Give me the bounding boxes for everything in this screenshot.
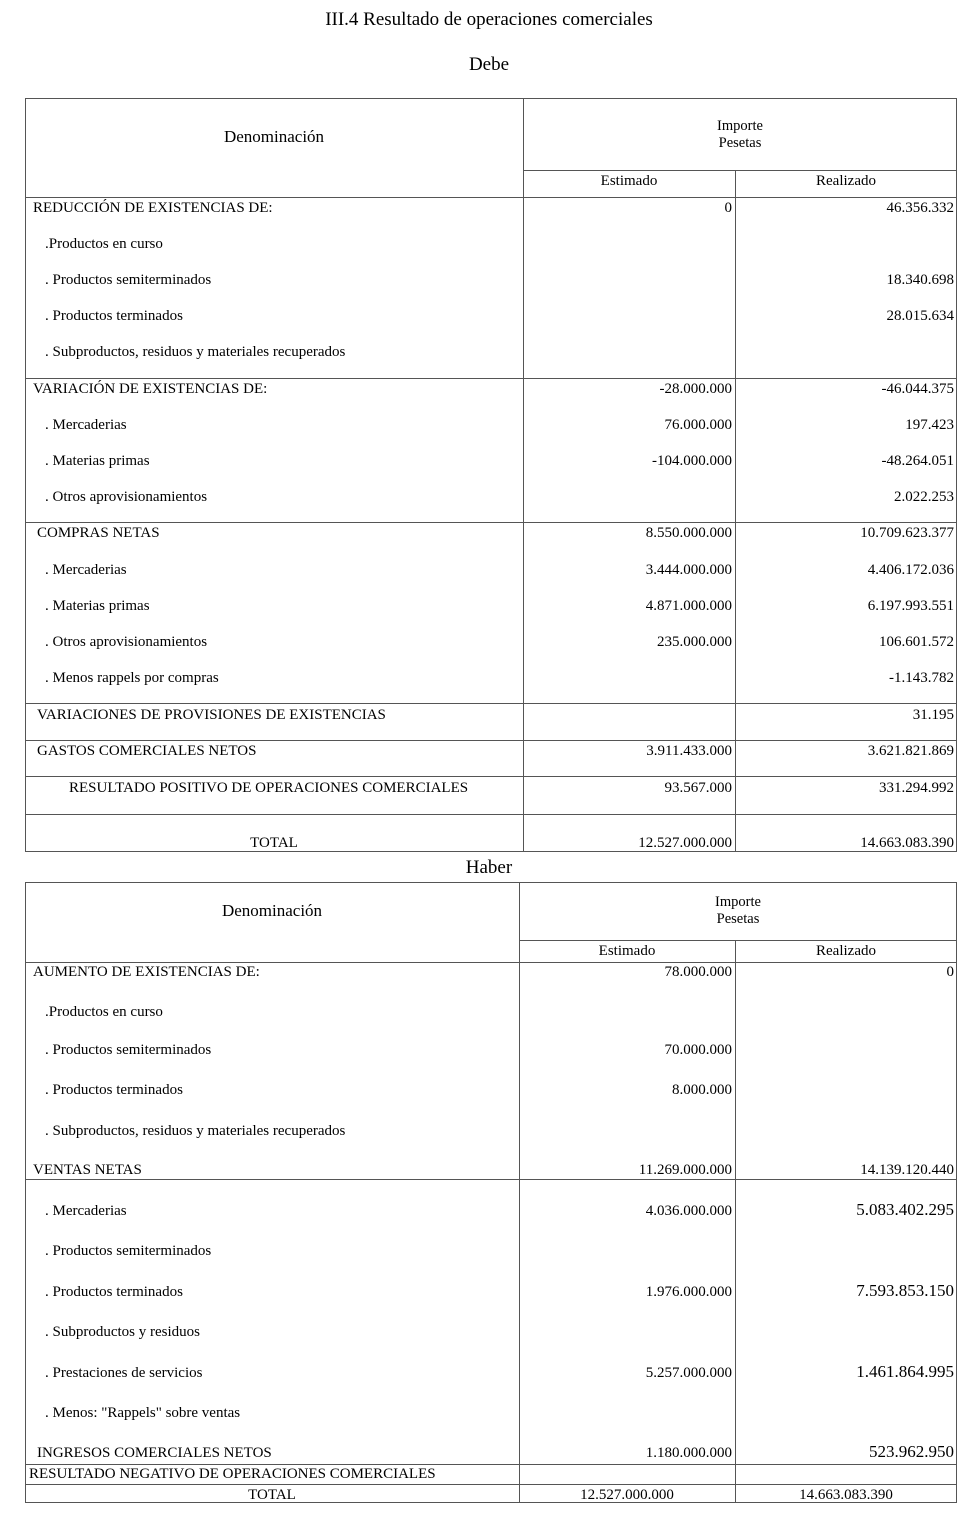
debe-row-estimado: 93.567.000 xyxy=(664,780,732,796)
haber-row-estimado: 8.000.000 xyxy=(672,1082,732,1098)
debe-row-label: VARIACIÓN DE EXISTENCIAS DE: xyxy=(33,381,268,397)
debe-header-line xyxy=(25,197,957,198)
haber-row-estimado: 70.000.000 xyxy=(664,1042,732,1058)
debe-row-realizado: 28.015.634 xyxy=(886,308,954,324)
haber-row-label: .Productos en curso xyxy=(45,1004,163,1020)
haber-row-estimado: 11.269.000.000 xyxy=(638,1162,732,1178)
debe-col-denominacion: Denominación xyxy=(223,127,325,146)
haber-heading: Haber xyxy=(465,857,513,878)
haber-row-label: . Subproductos y residuos xyxy=(45,1324,200,1340)
debe-row-label: . Materias primas xyxy=(45,598,150,614)
debe-row-divider xyxy=(25,740,957,741)
haber-row-label: . Prestaciones de servicios xyxy=(45,1365,203,1381)
haber-col-importe: Importe xyxy=(715,894,761,910)
debe-row-realizado: 6.197.993.551 xyxy=(867,598,954,614)
debe-row-realizado: 10.709.623.377 xyxy=(860,525,954,541)
debe-row-estimado: 235.000.000 xyxy=(657,634,732,650)
page-title: III.4 Resultado de operaciones comerciales xyxy=(325,9,653,30)
debe-row-label: . Otros aprovisionamientos xyxy=(45,489,208,505)
debe-total-estimado: 12.527.000.000 xyxy=(638,835,732,851)
debe-row-estimado: 3.911.433.000 xyxy=(646,743,732,759)
haber-row-realizado: 0 xyxy=(946,964,954,980)
debe-row-label: . Materias primas xyxy=(45,453,150,469)
debe-row-label: VARIACIONES DE PROVISIONES DE EXISTENCIAS xyxy=(37,707,386,723)
haber-row-label: . Productos terminados xyxy=(45,1082,183,1098)
haber-row-realizado: 5.083.402.295 xyxy=(856,1200,954,1219)
debe-row-label: . Otros aprovisionamientos xyxy=(45,634,208,650)
haber-row-label: . Productos semiterminados xyxy=(45,1243,212,1259)
haber-row-realizado: 14.139.120.440 xyxy=(860,1162,954,1178)
debe-row-estimado: -28.000.000 xyxy=(659,381,732,397)
debe-row-label: GASTOS COMERCIALES NETOS xyxy=(37,743,257,759)
debe-row-realizado: 3.621.821.869 xyxy=(867,743,954,759)
debe-row-label: .Productos en curso xyxy=(45,236,163,252)
debe-col-pesetas: Pesetas xyxy=(718,135,762,151)
haber-row-estimado: 5.257.000.000 xyxy=(645,1365,732,1381)
debe-row-estimado: 4.871.000.000 xyxy=(645,598,732,614)
debe-col-importe: Importe xyxy=(717,118,763,134)
debe-row-label: . Productos terminados xyxy=(45,308,183,324)
haber-row-divider xyxy=(25,1484,957,1485)
haber-total-estimado: 12.527.000.000 xyxy=(580,1487,674,1503)
haber-row-estimado: 4.036.000.000 xyxy=(645,1203,732,1219)
debe-total-label: TOTAL xyxy=(250,835,298,851)
haber-row-label: INGRESOS COMERCIALES NETOS xyxy=(37,1445,272,1461)
debe-row-divider xyxy=(25,378,957,379)
debe-row-realizado: 46.356.332 xyxy=(886,200,954,216)
debe-row-estimado: 0 xyxy=(724,200,732,216)
debe-row-label: . Menos rappels por compras xyxy=(45,670,219,686)
haber-row-realizado: 523.962.950 xyxy=(869,1442,954,1461)
haber-total-label: TOTAL xyxy=(248,1487,296,1503)
debe-row-divider xyxy=(25,776,957,777)
haber-row-realizado: 1.461.864.995 xyxy=(856,1362,954,1381)
haber-row-realizado: 7.593.853.150 xyxy=(856,1281,954,1300)
debe-header-line xyxy=(523,170,957,171)
debe-row-divider xyxy=(25,522,957,523)
debe-row-estimado: 76.000.000 xyxy=(664,417,732,433)
debe-row-label: . Subproductos, residuos y materiales recuperados xyxy=(45,344,346,360)
haber-row-estimado: 1.976.000.000 xyxy=(645,1284,732,1300)
debe-row-label: RESULTADO POSITIVO DE OPERACIONES COMERCIALES xyxy=(69,780,469,796)
debe-row-label: . Mercaderias xyxy=(45,562,127,578)
haber-header-line xyxy=(519,940,957,941)
debe-row-label: . Productos semiterminados xyxy=(45,272,212,288)
haber-row-estimado: 78.000.000 xyxy=(664,964,732,980)
debe-row-estimado: -104.000.000 xyxy=(652,453,732,469)
haber-row-label: . Menos: "Rappels" sobre ventas xyxy=(45,1405,241,1421)
debe-row-realizado: 197.423 xyxy=(905,417,954,433)
haber-row-label: RESULTADO NEGATIVO DE OPERACIONES COMERCIALES xyxy=(29,1466,436,1482)
haber-col-divider xyxy=(735,940,736,1503)
haber-row-label: . Productos terminados xyxy=(45,1284,183,1300)
debe-total-realizado: 14.663.083.390 xyxy=(860,835,954,851)
debe-row-label: REDUCCIÓN DE EXISTENCIAS DE: xyxy=(33,200,273,216)
debe-row-realizado: 31.195 xyxy=(912,707,954,723)
debe-row-estimado: 3.444.000.000 xyxy=(645,562,732,578)
debe-col-estimado: Estimado xyxy=(600,173,658,189)
haber-row-label: . Productos semiterminados xyxy=(45,1042,212,1058)
debe-row-estimado: 8.550.000.000 xyxy=(645,525,732,541)
haber-row-divider xyxy=(25,1179,957,1180)
debe-row-label: COMPRAS NETAS xyxy=(37,525,160,541)
debe-col-realizado: Realizado xyxy=(816,173,876,189)
haber-row-estimado: 1.180.000.000 xyxy=(645,1445,732,1461)
debe-row-realizado: -1.143.782 xyxy=(889,670,954,686)
debe-row-label: . Mercaderias xyxy=(45,417,127,433)
debe-row-realizado: 2.022.253 xyxy=(894,489,954,505)
debe-row-realizado: -48.264.051 xyxy=(881,453,954,469)
haber-col-pesetas: Pesetas xyxy=(716,911,760,927)
debe-row-realizado: 331.294.992 xyxy=(879,780,954,796)
debe-heading: Debe xyxy=(468,54,510,75)
debe-row-divider xyxy=(25,703,957,704)
debe-row-realizado: 106.601.572 xyxy=(879,634,954,650)
haber-row-label: VENTAS NETAS xyxy=(33,1162,142,1178)
haber-col-estimado: Estimado xyxy=(598,943,656,959)
haber-col-denominacion: Denominación xyxy=(221,901,323,920)
haber-row-label: AUMENTO DE EXISTENCIAS DE: xyxy=(33,964,260,980)
debe-row-divider xyxy=(25,814,957,815)
debe-row-realizado: 4.406.172.036 xyxy=(867,562,954,578)
debe-row-realizado: -46.044.375 xyxy=(881,381,954,397)
haber-col-realizado: Realizado xyxy=(816,943,876,959)
haber-row-label: . Subproductos, residuos y materiales recuperados xyxy=(45,1123,346,1139)
debe-row-realizado: 18.340.698 xyxy=(886,272,954,288)
haber-row-label: . Mercaderias xyxy=(45,1203,127,1219)
haber-total-realizado: 14.663.083.390 xyxy=(799,1487,893,1503)
